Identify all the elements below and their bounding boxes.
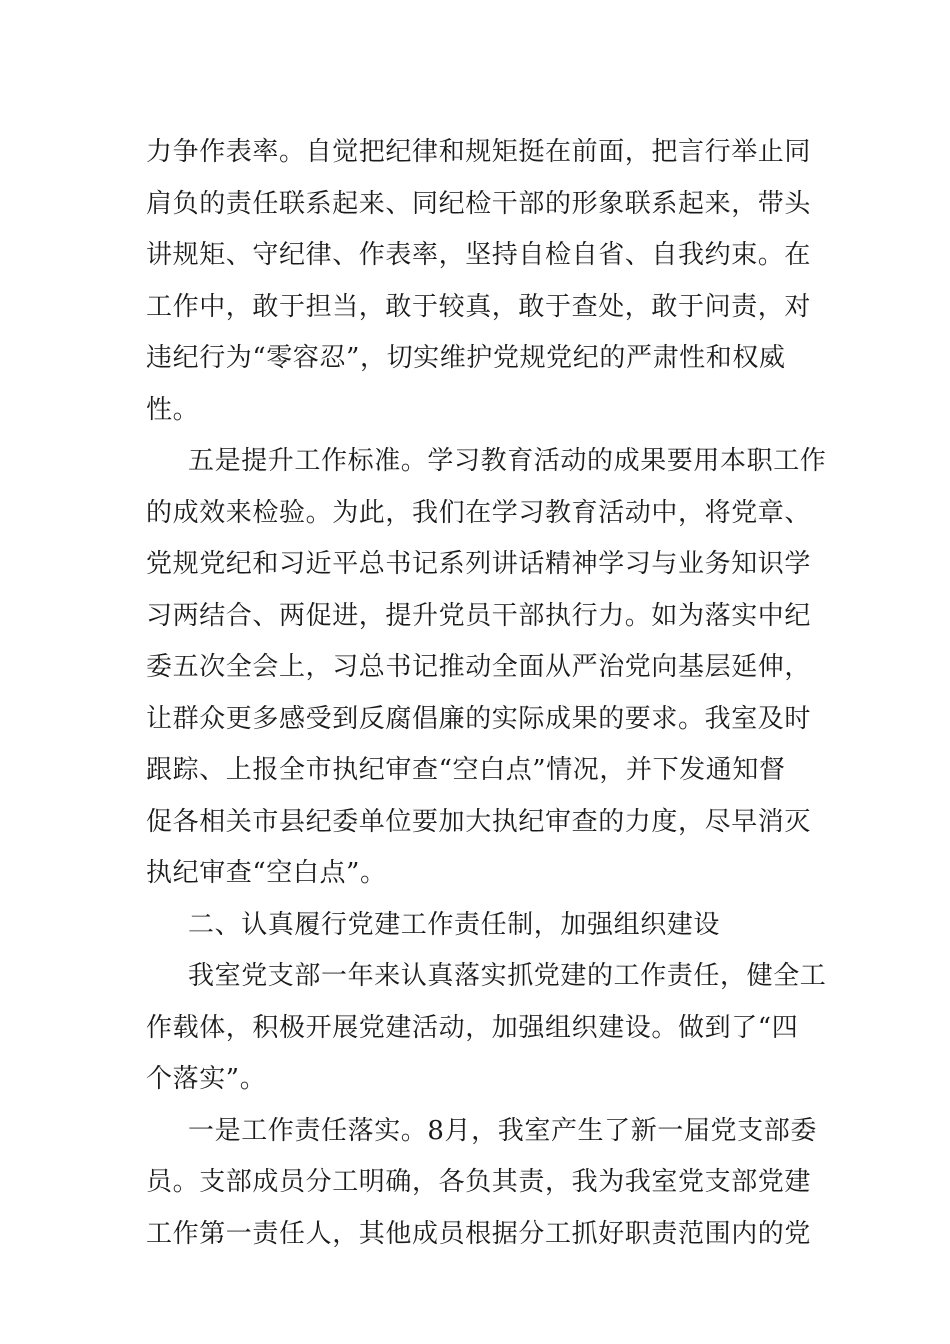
- text-line: 的成效来检验。为此，我们在学习教育活动中，将党章、: [146, 497, 812, 528]
- text-line: 让群众更多感受到反腐倡廉的实际成果的要求。我室及时: [146, 703, 812, 734]
- text-line: 跟踪、上报全市执纪审查“空白点”情况，并下发通知督: [146, 755, 786, 785]
- text-line: 习两结合、两促进，提升党员干部执行力。如为落实中纪: [146, 600, 812, 631]
- text-line: 性。: [146, 394, 200, 425]
- text-line: 个落实”。: [146, 1064, 267, 1094]
- section-heading: 二、认真履行党建工作责任制，加强组织建设: [188, 909, 721, 940]
- text-line: 工作中，敢于担当，敢于较真，敢于查处，敢于问责，对: [146, 291, 812, 322]
- text-line: 促各相关市县纪委单位要加大执纪审查的力度，尽早消灭: [146, 806, 812, 837]
- text-line: 委五次全会上，习总书记推动全面从严治党向基层延伸，: [146, 652, 812, 682]
- paragraph-start-line: 我室党支部一年来认真落实抓党建的工作责任，健全工: [188, 961, 827, 991]
- text-line: 力争作表率。自觉把纪律和规矩挺在前面，把言行举止同: [146, 137, 812, 167]
- paragraph-start-line: 五是提升工作标准。学习教育活动的成果要用本职工作: [188, 446, 827, 476]
- text-line: 作载体，积极开展党建活动，加强组织建设。做到了“四: [146, 1012, 799, 1043]
- text-line: 执纪审查“空白点”。: [146, 858, 387, 888]
- text-line: 工作第一责任人，其他成员根据分工抓好职责范围内的党: [146, 1218, 812, 1249]
- text-line: 违纪行为“零容忍”，切实维护党规党纪的严肃性和权威: [146, 343, 786, 373]
- body-text: [146, 127, 827, 1260]
- text-line: 讲规矩、守纪律、作表率，坚持自检自省、自我约束。在: [146, 240, 812, 270]
- text-line: 肩负的责任联系起来、同纪检干部的形象联系起来，带头: [146, 188, 812, 219]
- text-line: 党规党纪和习近平总书记系列讲话精神学习与业务知识学: [146, 549, 812, 579]
- paragraph-start-line: 一是工作责任落实。8月，我室产生了新一届党支部委: [188, 1115, 817, 1146]
- text-line: 员。支部成员分工明确，各负其责，我为我室党支部党建: [146, 1167, 812, 1197]
